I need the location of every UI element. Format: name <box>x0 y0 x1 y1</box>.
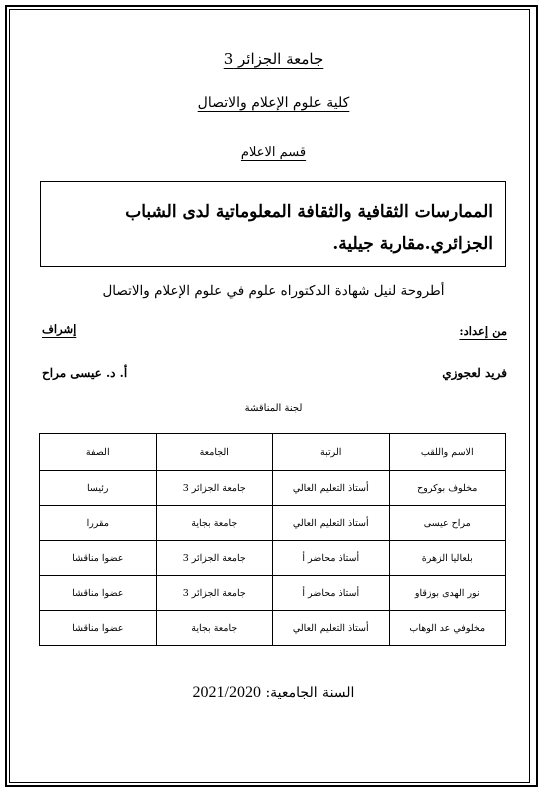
jury-name: مخلوفي عد الوهاب <box>389 611 506 646</box>
academic-year-label: السنة الجامعية: <box>265 685 355 701</box>
jury-header-row <box>40 434 506 471</box>
jury-university: جامعة الجزائر 3 <box>156 541 273 576</box>
jury-role: عضوا مناقشا <box>40 576 157 611</box>
jury-role: رئيسا <box>40 471 157 506</box>
jury-table <box>39 433 506 646</box>
jury-role: مقررا <box>40 506 157 541</box>
table-row <box>40 576 506 611</box>
header-cell: الصفة <box>40 434 157 471</box>
department-name: قسم الاعلام <box>240 145 307 160</box>
header-cell: الجامعة <box>156 434 273 471</box>
supervision-label: إشراف <box>42 322 77 336</box>
thesis-title-box <box>40 181 506 267</box>
academic-year <box>0 684 547 702</box>
jury-university: جامعة بجاية <box>156 506 273 541</box>
prepared-by-label: من إعداد: <box>459 324 507 338</box>
committee-label: لجنة المناقشة <box>244 403 303 414</box>
table-row <box>40 611 506 646</box>
header-cell: الاسم واللقب <box>389 434 506 471</box>
jury-name: مراح عيسى <box>389 506 506 541</box>
jury-rank: أستاذ التعليم العالي <box>273 506 390 541</box>
jury-name: بلعاليا الزهرة <box>389 541 506 576</box>
jury-role: عضوا مناقشا <box>40 611 157 646</box>
author-name: فريد لعجوزي <box>442 366 507 380</box>
university-name: جامعة الجزائر 3 <box>223 50 324 68</box>
jury-rank: أستاذ محاضر أ <box>273 541 390 576</box>
jury-role: عضوا مناقشا <box>40 541 157 576</box>
academic-year-value: 2021/2020 <box>192 684 261 701</box>
inner-border <box>9 9 530 783</box>
jury-rank: أستاذ محاضر أ <box>273 576 390 611</box>
jury-university: جامعة الجزائر 3 <box>156 576 273 611</box>
thesis-title: الممارسات الثقافية والثقافة المعلوماتية لدى الشباب الجزائري.مقاربة جيلية. <box>125 202 493 254</box>
jury-rank: أستاذ التعليم العالي <box>273 611 390 646</box>
table-row <box>40 541 506 576</box>
faculty-name: كلية علوم الإعلام والاتصال <box>197 95 350 111</box>
jury-name: نور الهدى بوزقاو <box>389 576 506 611</box>
table-row <box>40 471 506 506</box>
supervisor-name: أ. د. عيسى مراح <box>42 366 128 380</box>
jury-university: جامعة بجاية <box>156 611 273 646</box>
header-cell: الرتبة <box>273 434 390 471</box>
table-row <box>40 506 506 541</box>
thesis-subtitle: أطروحة لنيل شهادة الدكتوراه علوم في علوم الإعلام والاتصال <box>102 283 445 299</box>
jury-university: جامعة الجزائر 3 <box>156 471 273 506</box>
jury-name: مخلوف بوكروح <box>389 471 506 506</box>
jury-rank: أستاذ التعليم العالي <box>273 471 390 506</box>
